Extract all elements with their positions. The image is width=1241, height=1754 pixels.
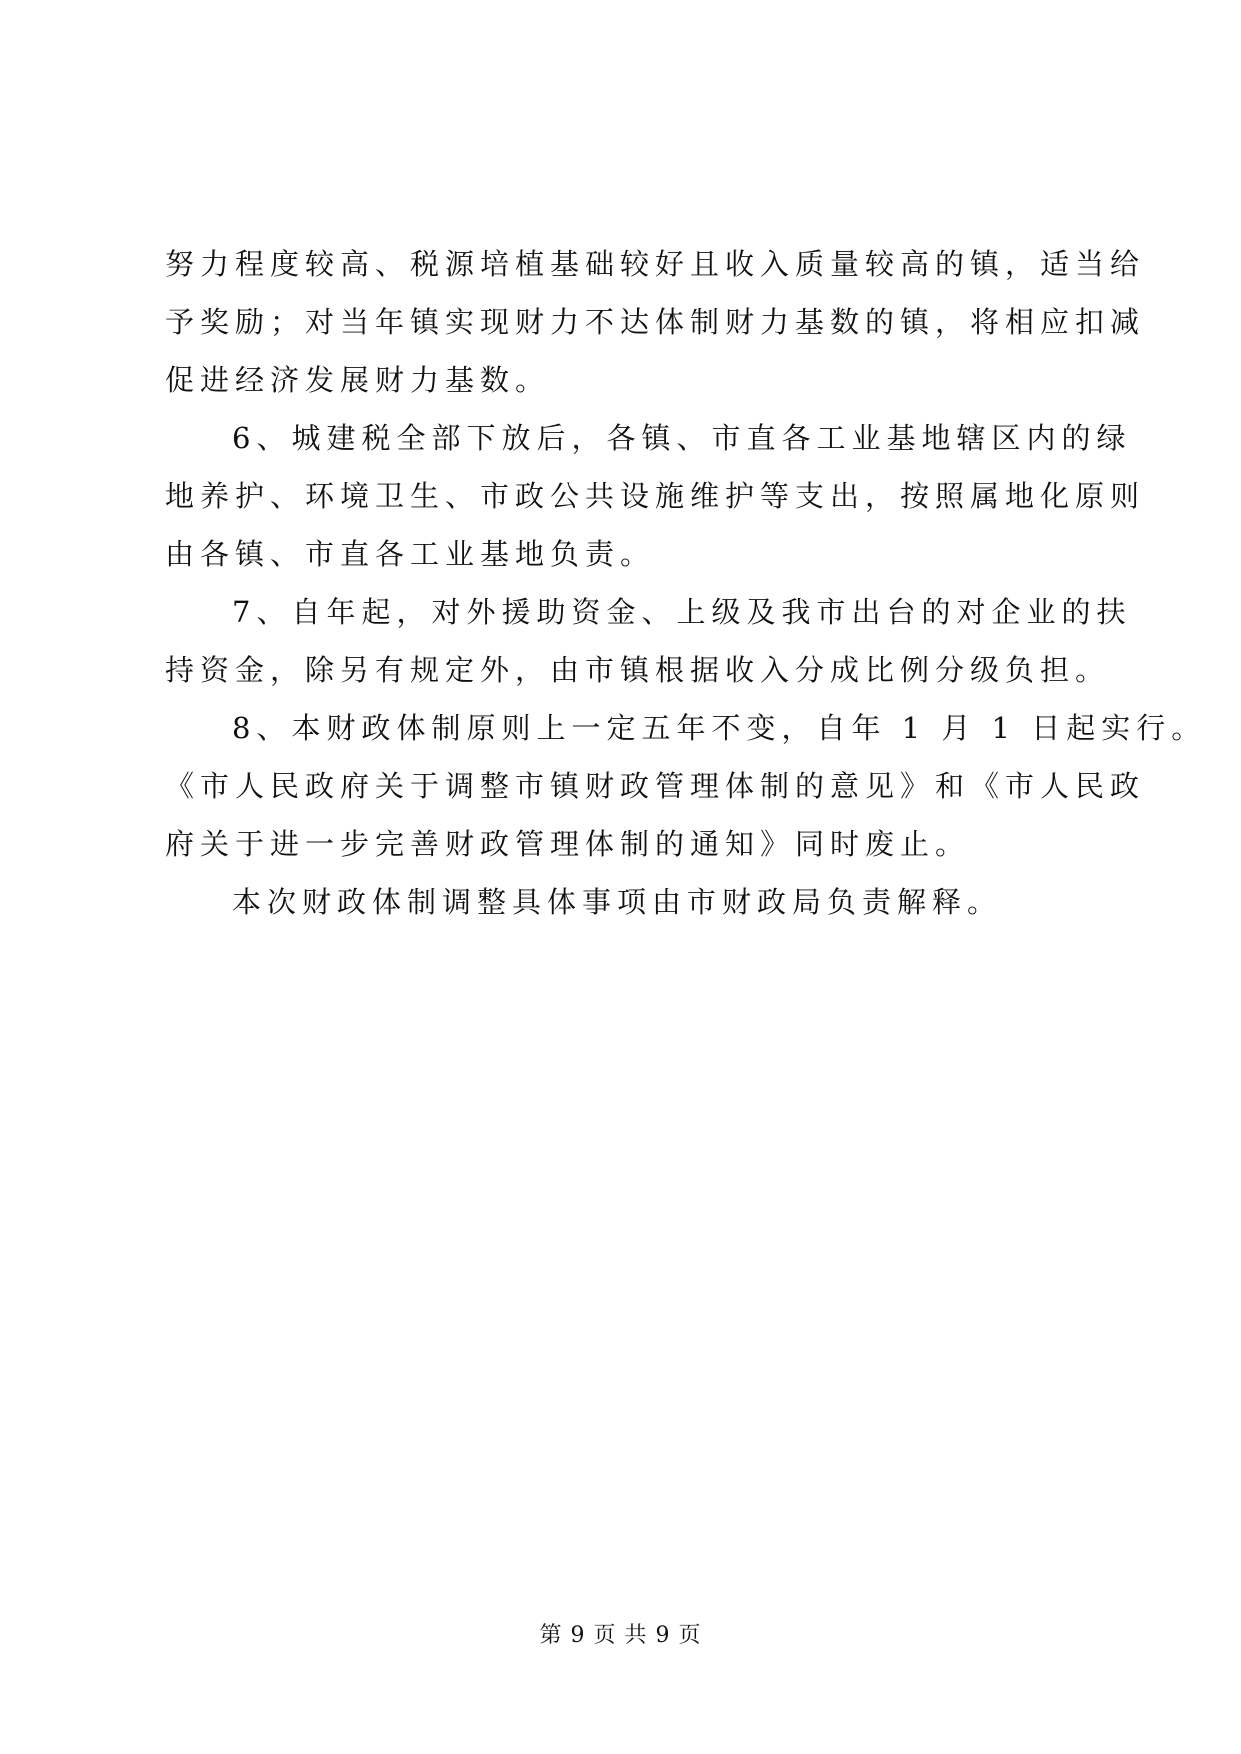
paragraph-line: 府关于进一步完善财政管理体制的通知》同时废止。 [165, 827, 971, 861]
paragraph-line: 《市人民政府关于调整市镇财政管理体制的意见》和《市人民政 [165, 769, 1146, 803]
paragraph-line: 促进经济发展财力基数。 [165, 363, 551, 397]
paragraph-line: 持资金，除另有规定外，由市镇根据收入分成比例分级负担。 [165, 653, 1111, 687]
page-footer [0, 1618, 1241, 1649]
paragraph-line: 6、城建税全部下放后，各镇、市直各工业基地辖区内的绿 [232, 421, 1132, 455]
paragraph-line: 努力程度较高、税源培植基础较好且收入质量较高的镇，适当给 [165, 247, 1146, 281]
paragraph-line: 由各镇、市直各工业基地负责。 [165, 537, 656, 571]
paragraph-line: 予奖励；对当年镇实现财力不达体制财力基数的镇，将相应扣减 [165, 305, 1146, 339]
page-number: 第 9 页 共 9 页 [539, 1623, 702, 1648]
paragraph-line: 8、本财政体制原则上一定五年不变，自年 1 月 1 日起实行。 [232, 711, 1207, 745]
paragraph-line: 本次财政体制调整具体事项由市财政局负责解释。 [232, 885, 1003, 919]
paragraph-line: 7、自年起，对外援助资金、上级及我市出台的对企业的扶 [232, 595, 1132, 629]
document-body [165, 235, 1207, 931]
paragraph-line: 地养护、环境卫生、市政公共设施维护等支出，按照属地化原则 [165, 479, 1146, 513]
